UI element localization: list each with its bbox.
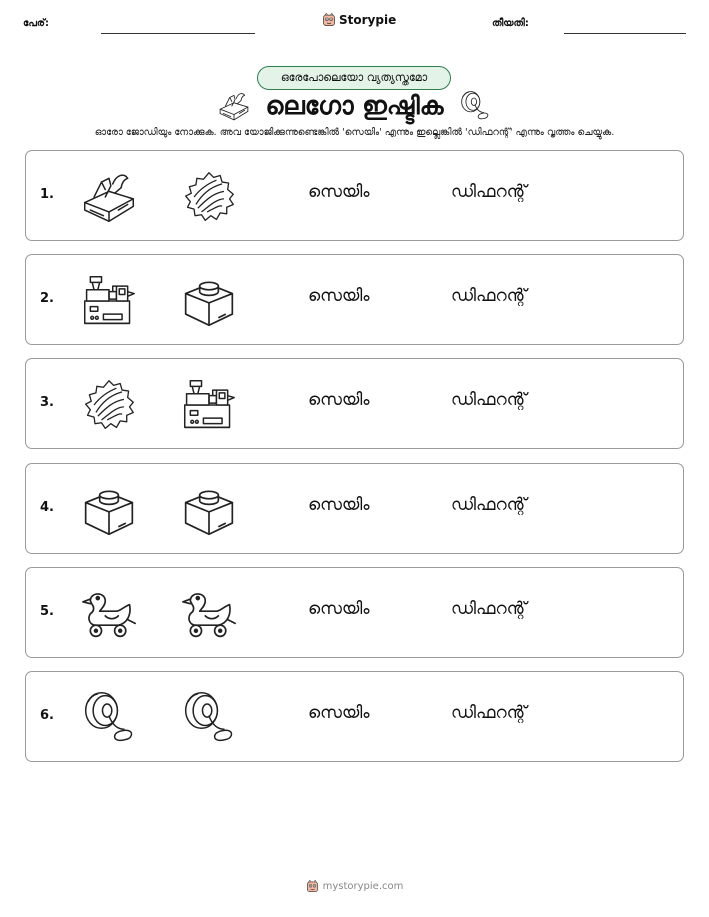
same-option[interactable]: സെയിം	[308, 286, 370, 307]
page-title: ലെഗോ ഇഷ്ടിക	[265, 91, 444, 120]
title-row	[0, 88, 709, 124]
date-field[interactable]	[564, 33, 686, 34]
date-label: തീയതി:	[492, 18, 529, 29]
injection-molding-machine-icon	[181, 377, 237, 433]
wood-plane-icon	[218, 90, 250, 122]
toy-duck-icon	[181, 586, 237, 642]
name-label: പേര്:	[23, 18, 49, 29]
different-option[interactable]: ഡിഫറന്റ്	[451, 702, 527, 723]
different-option[interactable]: ഡിഫറന്റ്	[451, 598, 527, 619]
row-number: 5.	[40, 603, 54, 619]
row-number: 2.	[40, 291, 54, 307]
same-option[interactable]: സെയിം	[308, 598, 370, 619]
row-number: 3.	[40, 395, 54, 411]
different-option[interactable]: ഡിഫറന്റ്	[451, 182, 527, 202]
same-option[interactable]: സെയിം	[308, 702, 370, 723]
wood-shavings-icon	[181, 169, 237, 225]
worksheet-header	[0, 0, 709, 44]
lego-brick-icon	[81, 482, 137, 538]
brand-logo	[322, 13, 396, 27]
row-number: 1.	[40, 187, 54, 202]
row-number: 6.	[40, 707, 54, 723]
exercise-row-4	[25, 463, 684, 554]
same-option[interactable]: സെയിം	[308, 494, 370, 515]
row-number: 4.	[40, 499, 54, 515]
worksheet-category-badge: ഒരേപോലെയോ വ്യത്യസ്തമോ	[257, 66, 451, 90]
footer-url[interactable]: mystorypie.com	[322, 881, 404, 892]
exercise-row-1	[25, 150, 684, 241]
different-option[interactable]: ഡിഫറന്റ്	[451, 494, 527, 515]
storypie-logo-icon	[322, 13, 336, 27]
footer	[0, 880, 709, 893]
lego-brick-icon	[181, 273, 237, 329]
yoyo-icon	[81, 690, 137, 746]
different-option[interactable]: ഡിഫറന്റ്	[451, 390, 527, 411]
different-option[interactable]: ഡിഫറന്റ്	[451, 286, 527, 307]
exercise-list	[25, 150, 684, 775]
exercise-row-6	[25, 671, 684, 762]
wood-shavings-icon	[81, 377, 137, 433]
storypie-logo-icon	[306, 880, 319, 893]
yoyo-icon	[181, 690, 237, 746]
same-option[interactable]: സെയിം	[308, 182, 370, 202]
injection-molding-machine-icon	[81, 273, 137, 329]
toy-duck-icon	[81, 586, 137, 642]
brand-name: Storypie	[339, 13, 397, 27]
lego-brick-icon	[181, 482, 237, 538]
same-option[interactable]: സെയിം	[308, 390, 370, 411]
wood-plane-icon	[81, 169, 137, 225]
name-field[interactable]	[101, 33, 255, 34]
exercise-row-2	[25, 254, 684, 345]
exercise-row-5	[25, 567, 684, 658]
instructions-text: ഓരോ ജോഡിയും നോക്കുക. അവ യോജിക്കുന്നുണ്ടെങ്കിൽ 'സെയിം' എന്നും ഇല്ലെങ്കിൽ 'ഡിഫറന്റ്' എന്നും വൃത്തം ചെയ്യുക.	[94, 127, 615, 138]
yoyo-icon	[459, 90, 491, 122]
exercise-row-3	[25, 358, 684, 449]
